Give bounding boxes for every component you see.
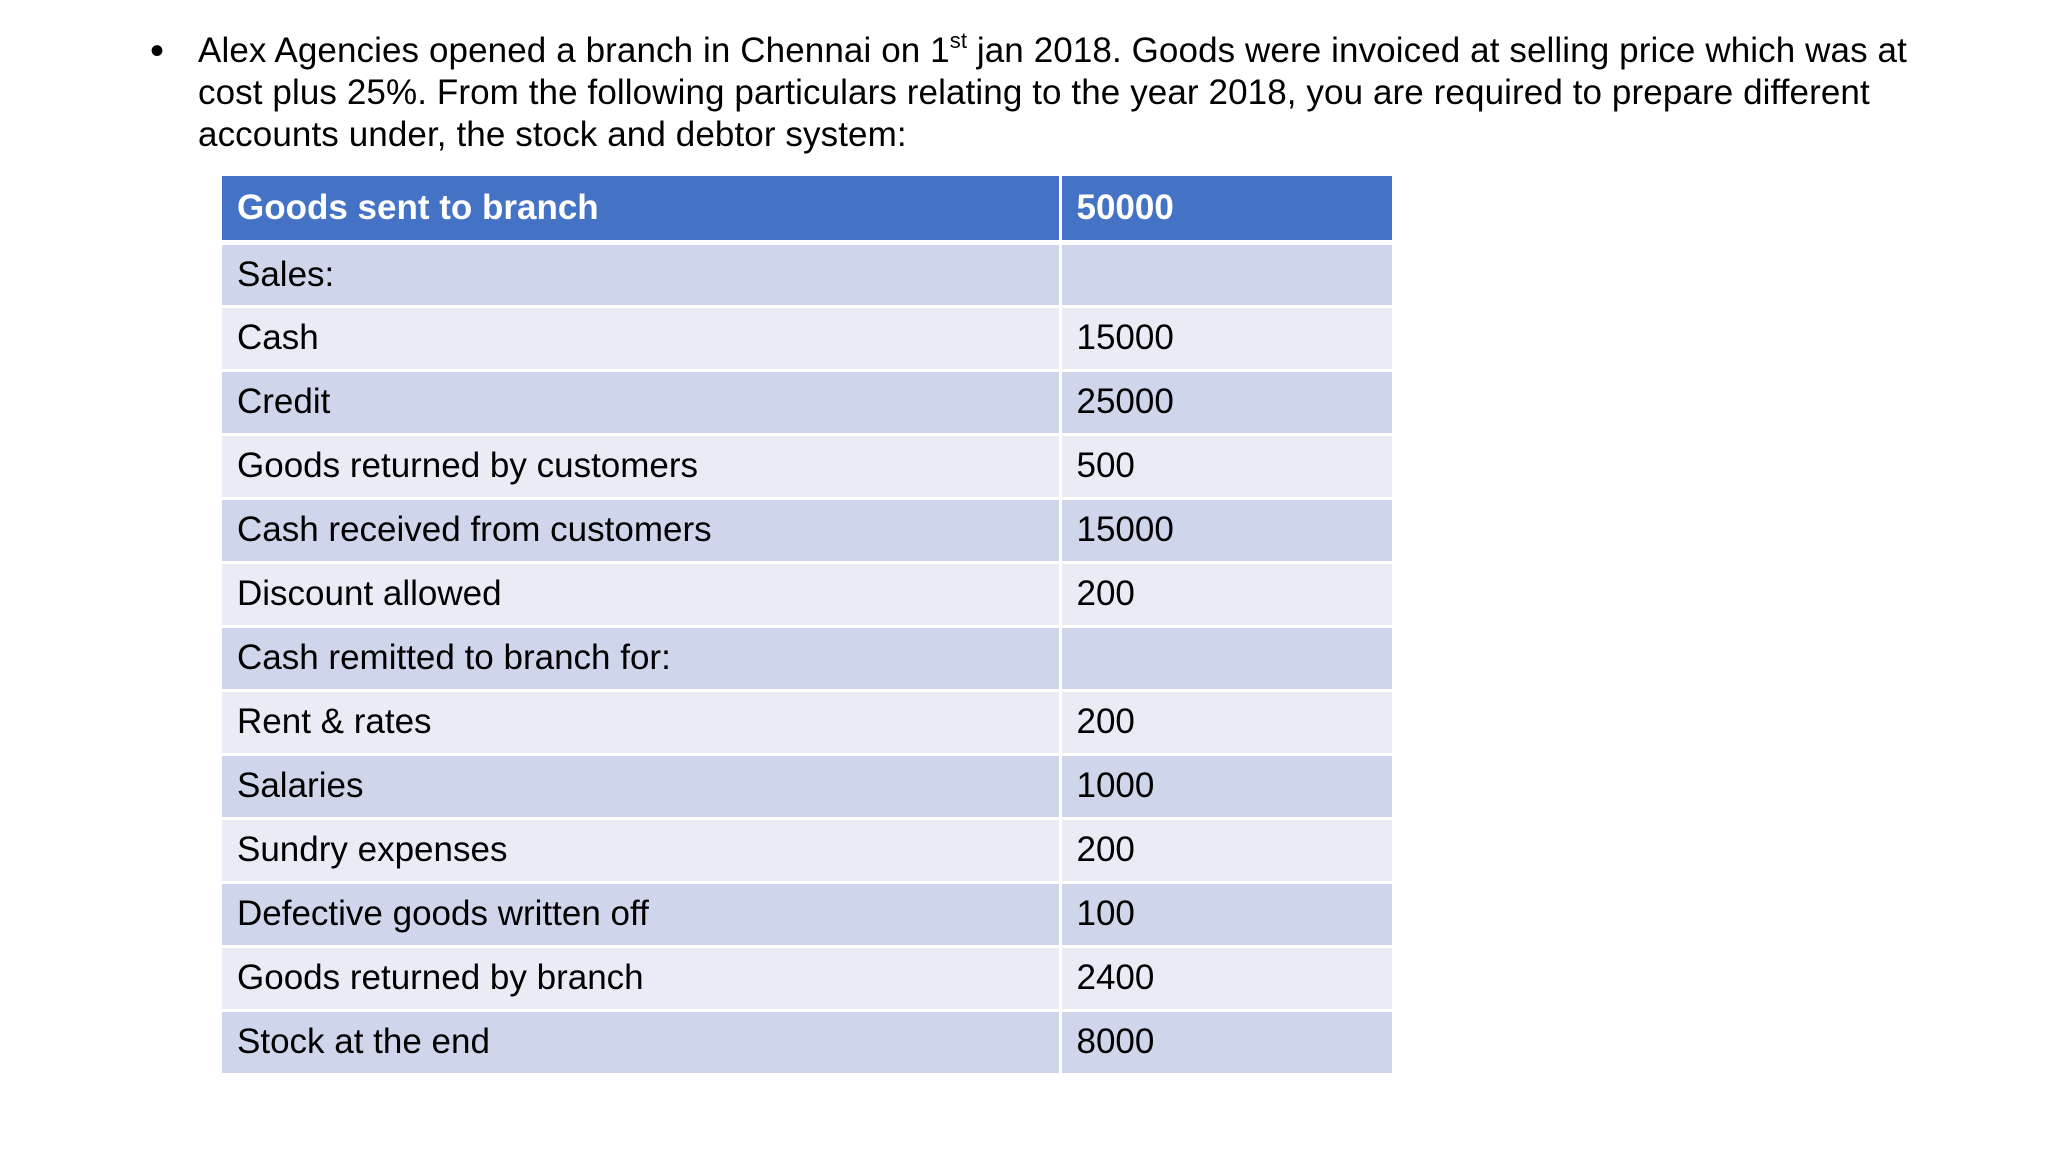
row-value: 25000 [1060,370,1392,434]
row-label: Discount allowed [222,562,1060,626]
table-row [222,498,1392,562]
row-label: Cash [222,306,1060,370]
row-value: 15000 [1060,498,1392,562]
table-row [222,242,1392,306]
row-label: Goods returned by customers [222,434,1060,498]
table-row [222,818,1392,882]
row-value: 200 [1060,818,1392,882]
row-label: Salaries [222,754,1060,818]
problem-text [198,30,1910,156]
table-row [222,626,1392,690]
row-label: Stock at the end [222,1010,1060,1074]
ordinal-suffix: st [949,28,968,53]
row-value: 1000 [1060,754,1392,818]
problem-text-part-2: jan 2018. Goods were invoiced at selling price which was at cost plus 25%. From the following particulars relating to the year 2018, you are required to prepare different accounts under, the stock and debtor system: [198,31,1907,154]
row-label: Goods returned by branch [222,946,1060,1010]
row-value: 200 [1060,562,1392,626]
row-label: Rent & rates [222,690,1060,754]
bullet-marker: • [150,29,165,73]
row-value: 500 [1060,434,1392,498]
table-header-row [222,176,1392,242]
row-label: Credit [222,370,1060,434]
table-body [222,242,1392,1074]
row-value: 8000 [1060,1010,1392,1074]
row-label: Defective goods written off [222,882,1060,946]
table-row [222,754,1392,818]
table-row [222,370,1392,434]
table-row [222,434,1392,498]
header-value: 50000 [1060,176,1392,242]
row-label: Sundry expenses [222,818,1060,882]
table-row [222,1010,1392,1074]
problem-statement [150,30,1910,156]
row-value [1060,242,1392,306]
problem-text-part-1: Alex Agencies opened a branch in Chennai on 1 [198,31,950,70]
table-row [222,946,1392,1010]
table-row [222,690,1392,754]
row-value: 200 [1060,690,1392,754]
table-row [222,306,1392,370]
row-label: Cash received from customers [222,498,1060,562]
row-value: 2400 [1060,946,1392,1010]
row-value: 15000 [1060,306,1392,370]
row-label: Sales: [222,242,1060,306]
row-label: Cash remitted to branch for: [222,626,1060,690]
header-label: Goods sent to branch [222,176,1060,242]
table-row [222,882,1392,946]
table-row [222,562,1392,626]
particulars-table [222,176,1392,1076]
row-value [1060,626,1392,690]
row-value: 100 [1060,882,1392,946]
